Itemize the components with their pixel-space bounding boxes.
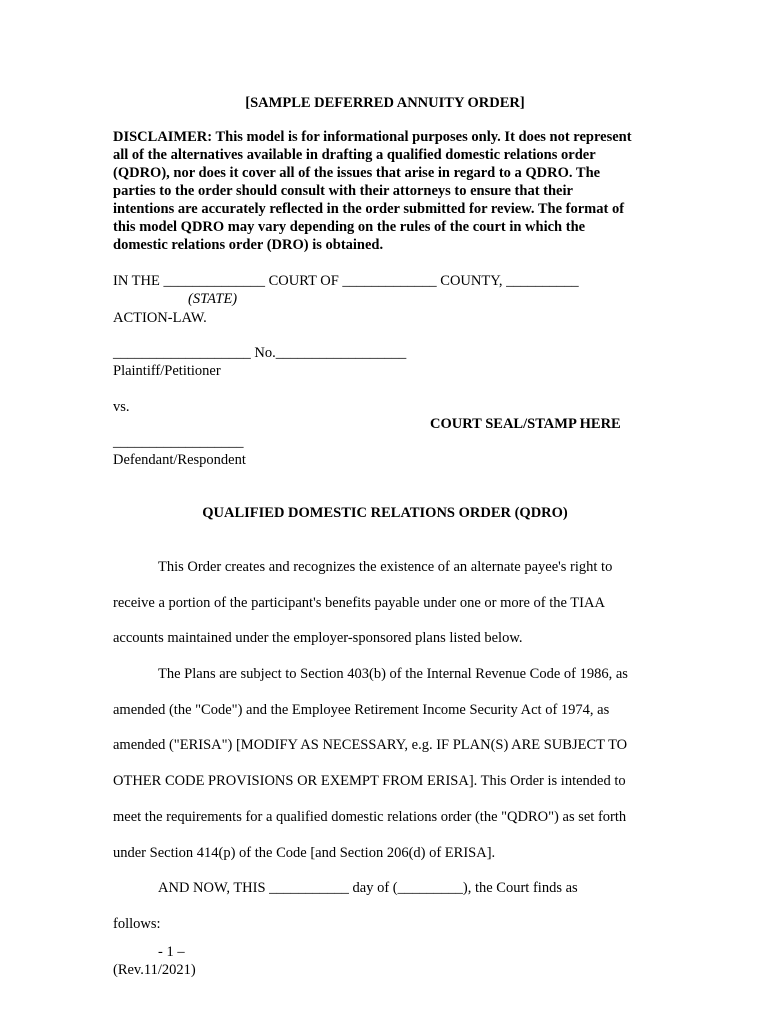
body-line: AND NOW, THIS ___________ day of (_________), the Court finds as — [158, 880, 578, 896]
document-title: [SAMPLE DEFERRED ANNUITY ORDER] — [245, 95, 525, 111]
disclaimer-line: parties to the order should consult with their attorneys to ensure that their — [113, 183, 573, 199]
body-line: This Order creates and recognizes the existence of an alternate payee's right to — [158, 559, 613, 575]
defendant-line: __________________ — [113, 434, 244, 450]
court-line: IN THE ______________ COURT OF _____________ COUNTY, __________ — [113, 273, 579, 289]
body-line: OTHER CODE PROVISIONS OR EXEMPT FROM ERISA]. This Order is intended to — [113, 773, 626, 789]
versus-label: vs. — [113, 399, 130, 415]
page-number: - 1 – — [158, 944, 185, 960]
body-line: amended ("ERISA") [MODIFY AS NECESSARY, e.g. IF PLAN(S) ARE SUBJECT TO — [113, 737, 628, 753]
body-line: The Plans are subject to Section 403(b) of the Internal Revenue Code of 1986, as — [158, 666, 628, 682]
court-seal-label: COURT SEAL/STAMP HERE — [430, 416, 621, 432]
action-label: ACTION-LAW. — [113, 310, 207, 326]
plaintiff-label: Plaintiff/Petitioner — [113, 363, 221, 379]
body-line: receive a portion of the participant's benefits payable under one or more of the TIAA — [113, 595, 605, 611]
defendant-label: Defendant/Respondent — [113, 452, 246, 468]
body-line: under Section 414(p) of the Code [and Section 206(d) of ERISA]. — [113, 845, 496, 861]
body-line: accounts maintained under the employer-sponsored plans listed below. — [113, 630, 523, 646]
state-label: (STATE) — [188, 291, 238, 307]
disclaimer-line: all of the alternatives available in drafting a qualified domestic relations order — [113, 147, 596, 163]
order-heading: QUALIFIED DOMESTIC RELATIONS ORDER (QDRO) — [202, 505, 568, 521]
plaintiff-line: ___________________ No.__________________ — [113, 345, 407, 361]
body-line: meet the requirements for a qualified domestic relations order (the "QDRO") as set forth — [113, 809, 627, 825]
disclaimer-line: this model QDRO may vary depending on the rules of the court in which the — [113, 219, 586, 235]
revision-label: (Rev.11/2021) — [113, 962, 196, 978]
disclaimer-line: (QDRO), nor does it cover all of the issues that arise in regard to a QDRO. The — [113, 165, 601, 181]
disclaimer-line: intentions are accurately reflected in the order submitted for review. The format of — [113, 201, 625, 217]
disclaimer-line: domestic relations order (DRO) is obtained. — [113, 237, 384, 253]
disclaimer — [113, 128, 663, 254]
body-line: amended (the "Code") and the Employee Retirement Income Security Act of 1974, as — [113, 702, 610, 718]
body-line: follows: — [113, 916, 161, 932]
disclaimer-line: DISCLAIMER: This model is for informational purposes only. It does not represent — [113, 129, 632, 145]
